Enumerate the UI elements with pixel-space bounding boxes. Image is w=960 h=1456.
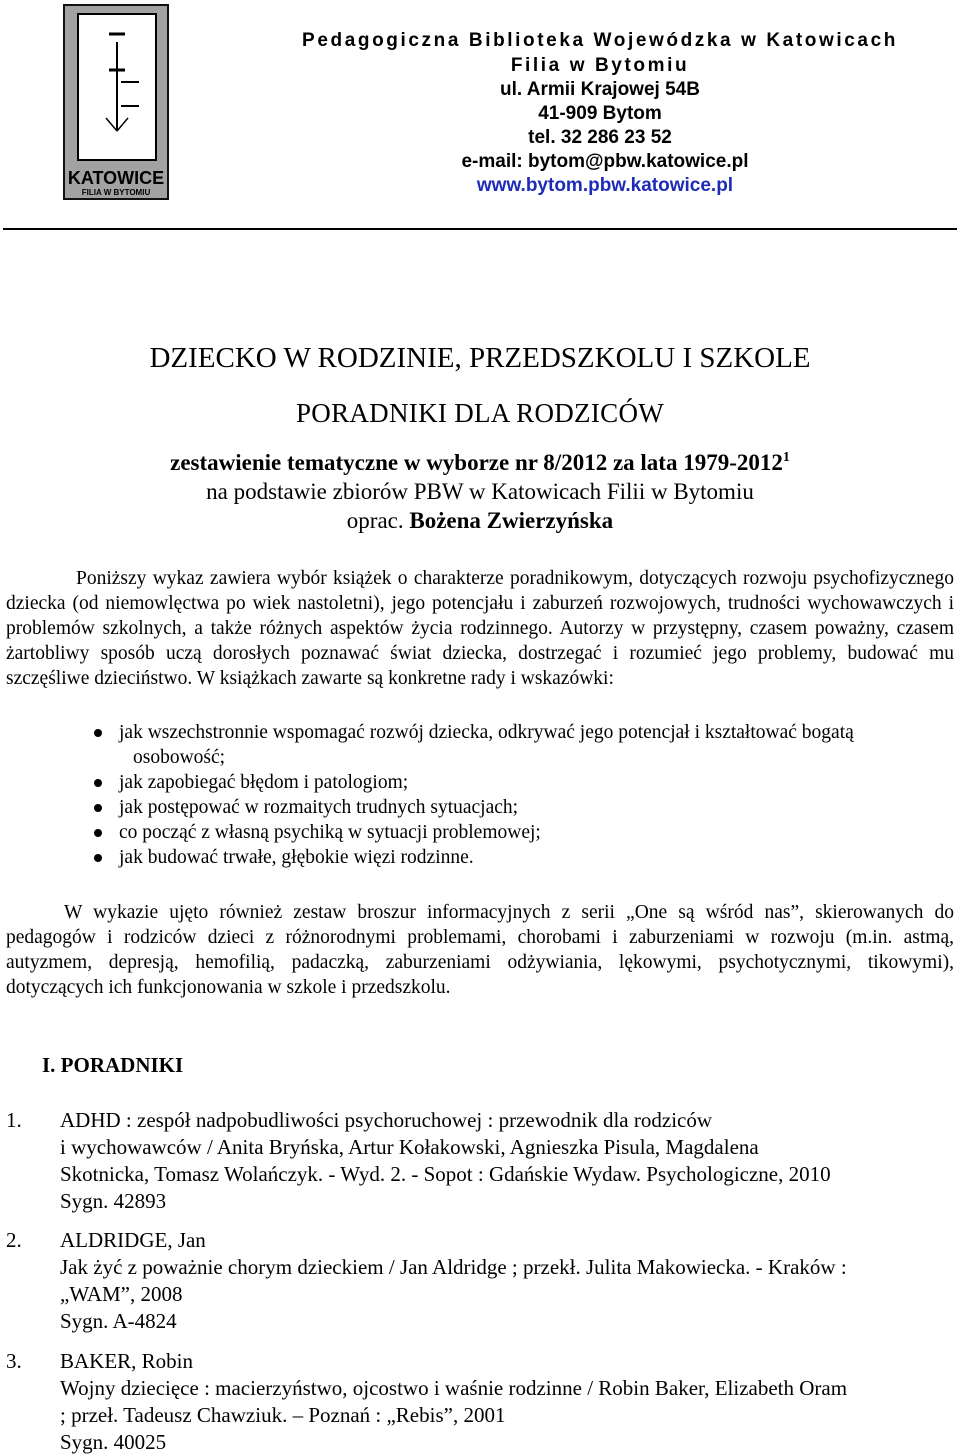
author-name: Bożena Zwierzyńska [409,508,614,533]
collection-basis: na podstawie zbiorów PBW w Katowicach Filii w Bytomiu [206,479,754,504]
entry-line: Wojny dziecięce : macierzyństwo, ojcostwo i waśnie rodzinne / Robin Baker, Elizabeth Oram [60,1376,848,1400]
brochures-paragraph: W wykazie ujęto również zestaw broszur informacyjnych z serii „One są wśród nas”, skierowanych do pedagogów i rodziców dzieci z różnorodnymi problemami, chorobami i zaburzeniami w rozwoju (m.in. astmą, autyzmem, depresją, hemofilią, padaczką, zaburzeniami odżywiania, lękowymi, psychotycznymi, tikowymi), dotyczących ich funkcjonowania w szkole i przedszkolu. [6,902,954,998]
entry-line: Skotnicka, Tomasz Wolańczyk. - Wyd. 2. - Sopot : Gdańskie Wydaw. Psychologiczne, 2010 [60,1162,831,1186]
footnote-marker[interactable]: 1 [782,450,790,465]
library-website-link[interactable]: www.bytom.pbw.katowice.pl [476,175,734,196]
library-name: Pedagogiczna Biblioteka Wojewódzka w Katowicach [302,30,898,51]
logo-text-city: KATOWICE [67,168,165,188]
entry-line: ; przeł. Tadeusz Chawziuk. – Poznań : „Rebis”, 2001 [60,1403,506,1427]
prepared-prefix: oprac. [346,508,404,533]
entry-number: 2. [6,1228,22,1252]
list-item: co począć z własną psychiką w sytuacji problemowej; [91,820,951,845]
entry-shelfmark: Sygn. 42893 [60,1189,167,1213]
document-title: DZIECKO W RODZINIE, PRZEDSZKOLU I SZKOLE [149,342,811,374]
library-email: e-mail: bytom@pbw.katowice.pl [461,151,749,172]
entry-shelfmark: Sygn. 40025 [60,1430,167,1454]
summary-text: zestawienie tematyczne w wyborze nr 8/2012 za lata 1979-2012 [170,450,783,475]
entry-line: ADHD : zespół nadpobudliwości psychoruchowej : przewodnik dla rodziców [60,1108,713,1132]
entry-line: BAKER, Robin [60,1349,194,1373]
list-item: jak budować trwałe, głębokie więzi rodzinne. [91,845,951,870]
entry-line: „WAM”, 2008 [60,1282,183,1306]
logo-text-branch: FILIA W BYTOMIU [81,188,151,197]
entry-number: 3. [6,1349,22,1373]
library-branch: Filia w Bytomiu [510,55,690,76]
intro-paragraph: Poniższy wykaz zawiera wybór książek o charakterze poradnikowym, dotyczących rozwoju psychofizycznego dziecka (od niemowlęctwa po wiek nastoletni), jego potencjału i zaburzeń rozwojowych, trudności wychowawczych i problemów szkolnych, a także różnych aspektów życia rodzinnego. Autorzy w przystępny, czasem poważny, czasem żartobliwy sposób uczą dorosłych poznawać świat dziecka, dostrzegać i rozumieć jego problemy, budować mu szczęśliwe dzieciństwo. W książkach zawarte są konkretne rady i wskazówki: [6,568,954,689]
entry-line: Jak żyć z poważnie chorym dzieckiem / Jan Aldridge ; przekł. Julita Makowiecka. - Kraków : [60,1255,847,1279]
library-phone: tel. 32 286 23 52 [528,127,672,148]
list-item: jak zapobiegać błędom i patologiom; [91,770,951,795]
list-item-continuation: osobowość; [133,747,226,768]
list-item: jak wszechstronnie wspomagać rozwój dziecka, odkrywać jego potencjał i kształtować bogatą [91,720,951,745]
entry-number: 1. [6,1108,22,1132]
library-address: ul. Armii Krajowej 54B [500,79,700,100]
prepared-by [0,508,960,534]
entry-line: ALDRIDGE, Jan [60,1228,206,1252]
bibliography-entry [6,1227,956,1335]
list-item: jak postępować w rozmaitych trudnych sytuacjach; [91,795,951,820]
entry-shelfmark: Sygn. A-4824 [60,1309,177,1333]
library-postal: 41-909 Bytom [538,103,662,124]
advice-list [91,720,951,870]
bibliography-entry [6,1348,956,1456]
section-heading: I. PORADNIKI [42,1053,184,1077]
document-subtitle: PORADNIKI DLA RODZICÓW [295,398,665,428]
bibliography-entry [6,1107,956,1215]
bibliography-summary [0,450,960,476]
header-divider [3,228,957,230]
library-logo [63,4,169,200]
entry-line: i wychowawców / Anita Bryńska, Artur Kołakowski, Agnieszka Pisula, Magdalena [60,1135,759,1159]
library-logo-graphic [65,6,167,198]
